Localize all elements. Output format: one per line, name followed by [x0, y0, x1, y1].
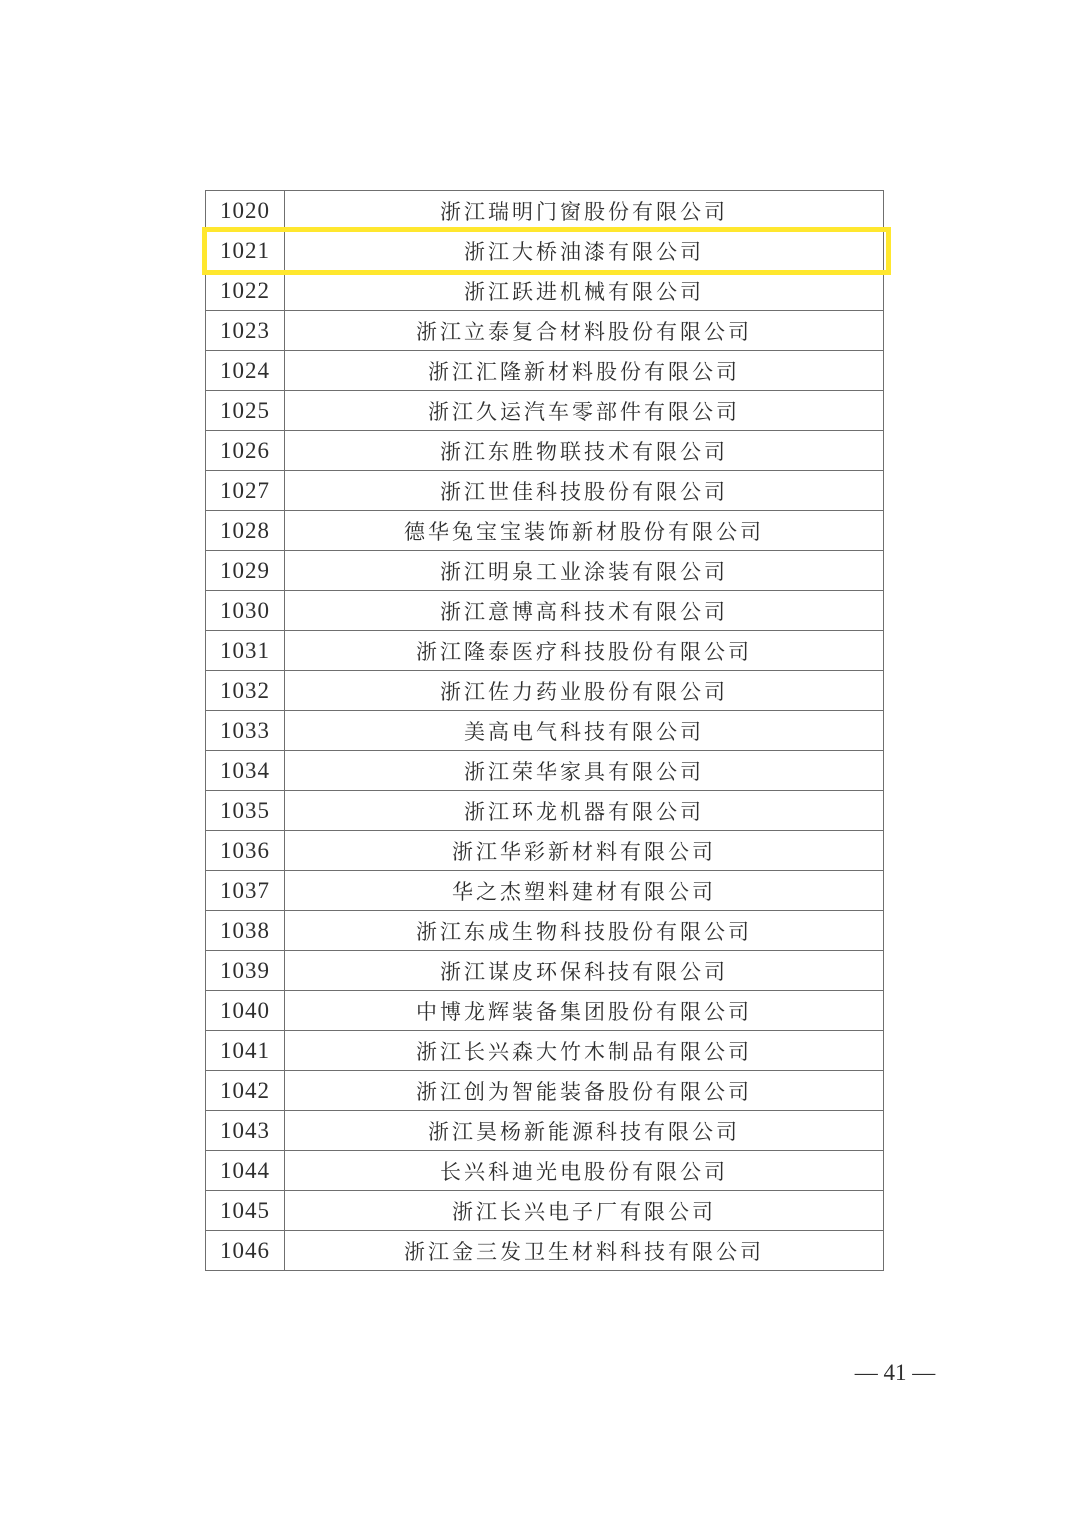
company-name: 浙江汇隆新材料股份有限公司 — [285, 351, 884, 391]
table-row — [206, 911, 884, 951]
row-number: 1036 — [206, 831, 285, 871]
table-row — [206, 671, 884, 711]
table-row — [206, 1111, 884, 1151]
company-name: 浙江明泉工业涂装有限公司 — [285, 551, 884, 591]
company-name: 浙江谋皮环保科技有限公司 — [285, 951, 884, 991]
company-name: 长兴科迪光电股份有限公司 — [285, 1151, 884, 1191]
table-row — [206, 551, 884, 591]
company-name: 浙江东成生物科技股份有限公司 — [285, 911, 884, 951]
row-number: 1022 — [206, 271, 285, 311]
company-name: 美高电气科技有限公司 — [285, 711, 884, 751]
row-number: 1020 — [206, 191, 285, 231]
company-name: 浙江创为智能装备股份有限公司 — [285, 1071, 884, 1111]
table-row — [206, 1191, 884, 1231]
table-row — [206, 1071, 884, 1111]
row-number: 1040 — [206, 991, 285, 1031]
table-row — [206, 591, 884, 631]
table-row — [206, 991, 884, 1031]
company-name: 浙江佐力药业股份有限公司 — [285, 671, 884, 711]
table-row — [206, 631, 884, 671]
row-number: 1023 — [206, 311, 285, 351]
company-name: 浙江立泰复合材料股份有限公司 — [285, 311, 884, 351]
company-name: 浙江长兴森大竹木制品有限公司 — [285, 1031, 884, 1071]
row-number: 1034 — [206, 751, 285, 791]
table-row — [206, 871, 884, 911]
row-number: 1024 — [206, 351, 285, 391]
table-row — [206, 1231, 884, 1271]
company-name: 浙江隆泰医疗科技股份有限公司 — [285, 631, 884, 671]
company-name: 浙江大桥油漆有限公司 — [285, 231, 884, 271]
table-row — [206, 791, 884, 831]
table-row — [206, 311, 884, 351]
company-name: 浙江金三发卫生材料科技有限公司 — [285, 1231, 884, 1271]
row-number: 1045 — [206, 1191, 285, 1231]
company-name: 浙江世佳科技股份有限公司 — [285, 471, 884, 511]
company-name: 中博龙辉装备集团股份有限公司 — [285, 991, 884, 1031]
company-name: 浙江跃进机械有限公司 — [285, 271, 884, 311]
table-row — [206, 711, 884, 751]
table-row — [206, 751, 884, 791]
table-row — [206, 231, 884, 271]
company-name: 浙江久运汽车零部件有限公司 — [285, 391, 884, 431]
page-number: — 41 — — [854, 1360, 936, 1385]
row-number: 1032 — [206, 671, 285, 711]
row-number: 1031 — [206, 631, 285, 671]
table-row — [206, 951, 884, 991]
company-name: 浙江意博高科技术有限公司 — [285, 591, 884, 631]
table-row — [206, 271, 884, 311]
table-row — [206, 831, 884, 871]
table-row — [206, 1031, 884, 1071]
row-number: 1033 — [206, 711, 285, 751]
table-row — [206, 431, 884, 471]
table-row — [206, 391, 884, 431]
company-name: 浙江环龙机器有限公司 — [285, 791, 884, 831]
company-name: 浙江华彩新材料有限公司 — [285, 831, 884, 871]
company-name: 浙江瑞明门窗股份有限公司 — [285, 191, 884, 231]
row-number: 1026 — [206, 431, 285, 471]
table-row — [206, 191, 884, 231]
row-number: 1029 — [206, 551, 285, 591]
company-name: 浙江昊杨新能源科技有限公司 — [285, 1111, 884, 1151]
table-row — [206, 1151, 884, 1191]
company-name: 华之杰塑料建材有限公司 — [285, 871, 884, 911]
row-number: 1025 — [206, 391, 285, 431]
row-number: 1028 — [206, 511, 285, 551]
row-number: 1027 — [206, 471, 285, 511]
company-name: 德华兔宝宝装饰新材股份有限公司 — [285, 511, 884, 551]
table-row — [206, 511, 884, 551]
company-name: 浙江荣华家具有限公司 — [285, 751, 884, 791]
row-number: 1044 — [206, 1151, 285, 1191]
company-table — [205, 190, 884, 1271]
company-name: 浙江东胜物联技术有限公司 — [285, 431, 884, 471]
row-number: 1021 — [206, 231, 285, 271]
row-number: 1042 — [206, 1071, 285, 1111]
table-row — [206, 471, 884, 511]
row-number: 1038 — [206, 911, 285, 951]
table-row — [206, 351, 884, 391]
row-number: 1039 — [206, 951, 285, 991]
row-number: 1046 — [206, 1231, 285, 1271]
row-number: 1035 — [206, 791, 285, 831]
company-name: 浙江长兴电子厂有限公司 — [285, 1191, 884, 1231]
row-number: 1030 — [206, 591, 285, 631]
row-number: 1041 — [206, 1031, 285, 1071]
row-number: 1037 — [206, 871, 285, 911]
row-number: 1043 — [206, 1111, 285, 1151]
